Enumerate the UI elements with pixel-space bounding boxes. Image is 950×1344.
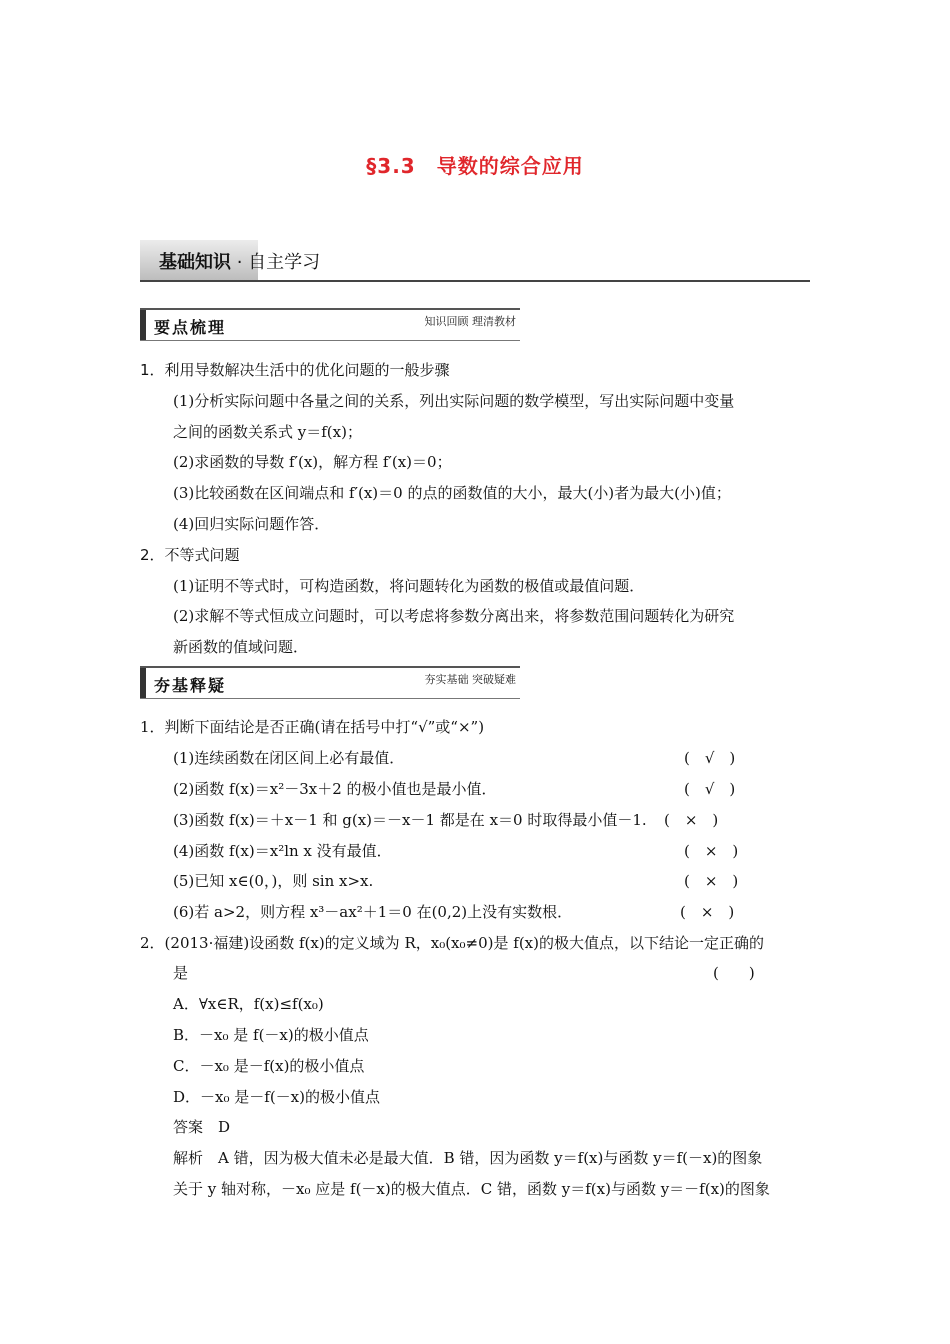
option-d: D．－x₀ 是－f(－x)的极小值点: [173, 1088, 380, 1106]
answer-mark: ( × ): [664, 811, 719, 829]
section-title: 基础知识 · 自主学习: [159, 252, 321, 273]
answer-mark: ( × ): [684, 842, 739, 860]
judge-item: (1)连续函数在闭区间上必有最值．: [173, 749, 405, 767]
text-line: 是: [173, 964, 189, 982]
subsection-exercises: [140, 666, 520, 699]
text-line: (3)比较函数在区间端点和 f′(x)＝0 的点的函数值的大小，最大(小)者为最大(小)值；: [173, 484, 731, 502]
text-line: (2)求解不等式恒成立问题时，可以考虑将参数分离出来，将参数范围问题转化为研究: [173, 607, 735, 625]
judge-item: (5)已知 x∈(0，)，则 sin x>x.: [173, 872, 374, 890]
text-line: (4)回归实际问题作答．: [173, 515, 330, 533]
subsection-label: 要点梳理: [154, 318, 227, 337]
subsection-label: 夯基释疑: [154, 676, 227, 695]
option-a: A．∀x∈R，f(x)≤f(x₀): [173, 995, 324, 1013]
subsection-note: 知识回顾 理清教材: [424, 315, 516, 328]
subsection-note: 夯实基础 突破疑难: [424, 673, 516, 686]
heading-item-2: 2．不等式问题: [140, 546, 240, 564]
judge-item: (4)函数 f(x)＝x²ln x 没有最值．: [173, 842, 392, 860]
text-line: (1)证明不等式时，可构造函数，将问题转化为函数的极值或最值问题．: [173, 577, 645, 595]
question-1: 1．判断下面结论是否正确(请在括号中打“√”或“×”): [140, 718, 485, 736]
text-line: 之间的函数关系式 y＝f(x)；: [173, 423, 362, 441]
analysis-line: 关于 y 轴对称，－x₀ 应是 f(－x)的极大值点．C 错，函数 y＝f(x)与函数 y＝－f(x)的图象: [173, 1180, 770, 1198]
judge-item: (2)函数 f(x)＝x²－3x＋2 的极小值也是最小值．: [173, 780, 497, 798]
page-title: §3.3 导数的综合应用: [366, 154, 584, 178]
text-line: (2)求函数的导数 f′(x)，解方程 f′(x)＝0；: [173, 453, 452, 471]
subsection-bar: [140, 668, 146, 698]
answer-line: 答案 D: [173, 1118, 231, 1136]
question-2: 2．(2013·福建)设函数 f(x)的定义域为 R，x₀(x₀≠0)是 f(x)的极大值点，以下结论一定正确的: [140, 934, 764, 952]
analysis-line: 解析 A 错，因为极大值未必是最大值．B 错，因为函数 y＝f(x)与函数 y＝f(－x)的图象: [173, 1149, 763, 1167]
heading-item-1: 1．利用导数解决生活中的优化问题的一般步骤: [140, 361, 450, 379]
judge-item: (6)若 a>2，则方程 x³－ax²＋1＝0 在(0,2)上没有实数根．: [173, 903, 573, 921]
subsection-bar: [140, 310, 146, 340]
option-b: B．－x₀ 是 f(－x)的极小值点: [173, 1026, 369, 1044]
answer-mark: ( × ): [680, 903, 735, 921]
text-line: 新函数的值域问题．: [173, 638, 309, 656]
answer-mark: ( √ ): [684, 749, 736, 767]
answer-mark: ( √ ): [684, 780, 736, 798]
option-c: C．－x₀ 是－f(x)的极小值点: [173, 1057, 365, 1075]
section-header: [140, 236, 810, 282]
text-line: (1)分析实际问题中各量之间的关系，列出实际问题的数学模型，写出实际问题中变量: [173, 392, 735, 410]
answer-mark: ( × ): [684, 872, 739, 890]
subsection-key-points: [140, 308, 520, 341]
answer-bracket: ( ): [713, 964, 755, 982]
judge-item: (3)函数 f(x)＝＋x－1 和 g(x)＝－x－1 都是在 x＝0 时取得最小值－1.: [173, 811, 647, 829]
